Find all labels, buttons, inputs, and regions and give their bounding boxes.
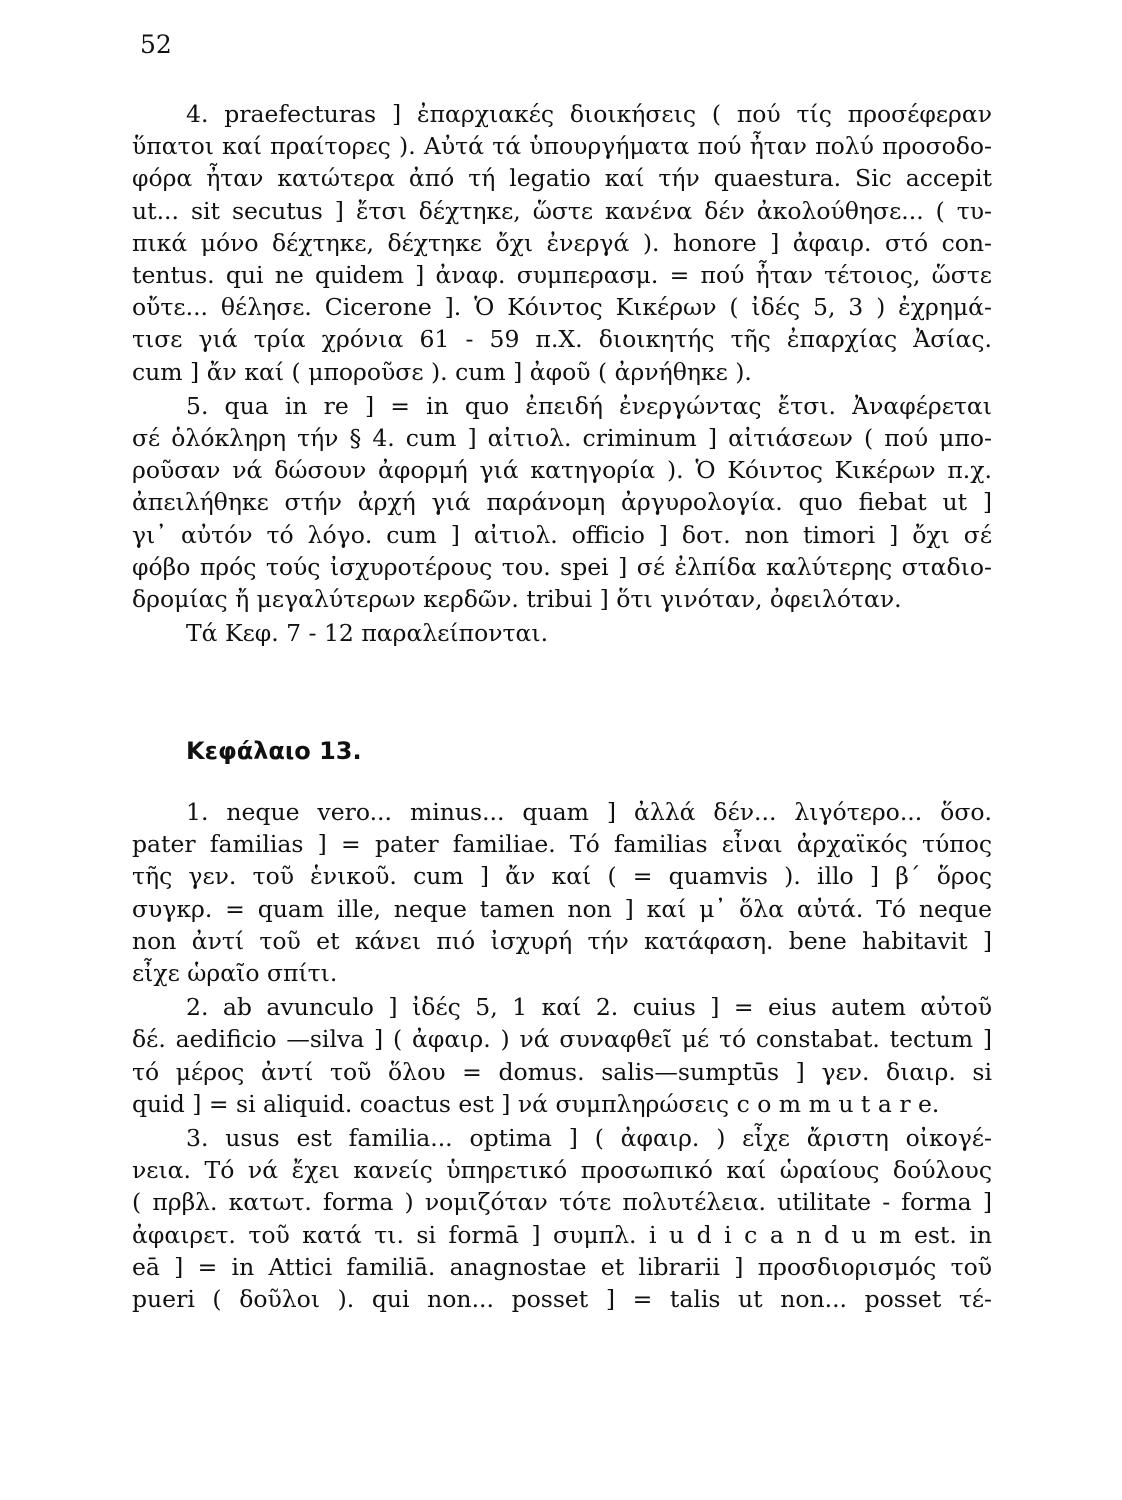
paragraph-note-3 <box>132 1122 992 1315</box>
text-line: ut... sit secutus ] ἔτσι δέχτηκε, ὥστε κανένα δέν ἀκολούθησε... ( τυ- <box>132 196 992 225</box>
text-line: eā ] = in Attici familiā. anagnostae et librarii ] προσδιορισμός τοῦ <box>132 1252 992 1281</box>
text-line: φόρα ἦταν κατώτερα ἀπό τή legatio καί τήν quaestura. Sic accepit <box>132 164 992 193</box>
paragraph-note-4 <box>132 98 992 388</box>
paragraph-omitted-chapters <box>132 617 992 649</box>
text-line: φόβο πρός τούς ἰσχυροτέρους του. spei ] σέ ἐλπίδα καλύτερης σταδιο- <box>132 552 992 581</box>
text-line: δρομίας ἤ μεγαλύτερων κερδῶν. tribui ] ὅτι γινόταν, ὀφειλόταν. <box>132 585 902 614</box>
paragraph-note-1 <box>132 796 992 989</box>
text-line: γι᾽ αὐτόν τό λόγο. cum ] αἰτιολ. officio ] δοτ. non timori ] ὄχι σέ <box>132 520 992 549</box>
text-line: τῆς γεν. τοῦ ἑνικοῦ. cum ] ἄν καί ( = quamvis ). illo ] β΄ ὅρος <box>132 862 992 891</box>
text-line: tentus. qui ne quidem ] ἀναφ. συμπερασμ. = πού ἦταν τέτοιος, ὥστε <box>132 261 992 290</box>
chapter-heading: Κεφάλαιο 13. <box>186 737 362 765</box>
text-line: 2. ab avunculo ] ἰδές 5, 1 καί 2. cuius ] = eius autem αὐτοῦ <box>186 993 992 1022</box>
text-line: πικά μόνο δέχτηκε, δέχτηκε ὄχι ἐνεργά ). honore ] ἀφαιρ. στό con- <box>132 228 992 257</box>
text-line: ὕπατοι καί πραίτορες ). Αὐτά τά ὑπουργήματα πού ἦταν πολύ προσοδο- <box>132 132 992 161</box>
text-line: 4. praefecturas ] ἐπαρχιακές διοικήσεις ( πού τίς προσέφεραν <box>186 100 992 128</box>
text-line: τισε γιά τρία χρόνια 61 - 59 π.Χ. διοικητής τῆς ἐπαρχίας Ἀσίας. <box>132 325 992 354</box>
text-line: Τά Κεφ. 7 - 12 παραλείπονται. <box>186 619 549 648</box>
text-line: ροῦσαν νά δώσουν ἀφορμή γιά κατηγορία ). Ὁ Κόιντος Κικέρων π.χ. <box>132 456 992 485</box>
text-line: νεια. Τό νά ἔχει κανείς ὑπηρετικό προσωπικό καί ὡραίους δούλους <box>132 1156 992 1185</box>
text-line: 3. usus est familia... optima ] ( ἀφαιρ. ) εἶχε ἄριστη οἰκογέ- <box>186 1124 992 1153</box>
text-line: pueri ( δοῦλοι ). qui non... posset ] = talis ut non... posset τέ- <box>132 1285 992 1314</box>
text-line: εἶχε ὡραῖο σπίτι. <box>132 959 338 988</box>
page-number: 52 <box>140 30 172 59</box>
text-line: 5. qua in re ] = in quo ἐπειδή ἐνεργώντας ἔτσι. Ἀναφέρεται <box>186 391 992 420</box>
text-line: οὔτε... θέλησε. Cicerone ]. Ὁ Κόιντος Κικέρων ( ἰδές 5, 3 ) ἐχρημά- <box>132 293 992 322</box>
text-line: δέ. aedificio —silva ] ( ἀφαιρ. ) νά συναφθεῖ μέ τό constabat. tectum ] <box>132 1025 992 1054</box>
commentary-section-chapter-13 <box>132 796 992 1317</box>
text-line: ἀπειλήθηκε στήν ἀρχή γιά παράνομη ἀργυρολογία. quo fiebat ut ] <box>132 488 992 517</box>
text-line: τό μέρος ἀντί τοῦ ὅλου = domus. salis—sumptūs ] γεν. διαιρ. si <box>132 1057 992 1086</box>
paragraph-note-5 <box>132 390 992 615</box>
paragraph-note-2 <box>132 991 992 1120</box>
text-line: σέ ὁλόκληρη τήν § 4. cum ] αἰτιολ. criminum ] αἰτιάσεων ( πού μπο- <box>132 424 992 453</box>
commentary-section-chapter-6 <box>132 98 992 651</box>
text-line: ( πρβλ. κατωτ. forma ) νομιζόταν τότε πολυτέλεια. utilitate - forma ] <box>132 1188 992 1217</box>
text-line: cum ] ἄν καί ( μποροῦσε ). cum ] ἀφοῦ ( ἀρνήθηκε ). <box>132 357 752 386</box>
text-line: non ἀντί τοῦ et κάνει πιό ἰσχυρή τήν κατάφαση. bene habitavit ] <box>132 926 992 955</box>
text-line: quid ] = si aliquid. coactus est ] νά συμπληρώσεις c o m m u t a r e. <box>132 1089 940 1118</box>
text-line: pater familias ] = pater familiae. Τό familias εἶναι ἀρχαϊκός τύπος <box>132 830 992 859</box>
text-line: 1. neque vero... minus... quam ] ἀλλά δέν... λιγότερο... ὅσο. <box>186 798 992 826</box>
text-line: συγκρ. = quam ille, neque tamen non ] καί μ᾽ ὅλα αὐτά. Τό neque <box>132 894 992 923</box>
text-line: ἀφαιρετ. τοῦ κατά τι. si formā ] συμπλ. i u d i c a n d u m est. in <box>132 1220 992 1249</box>
